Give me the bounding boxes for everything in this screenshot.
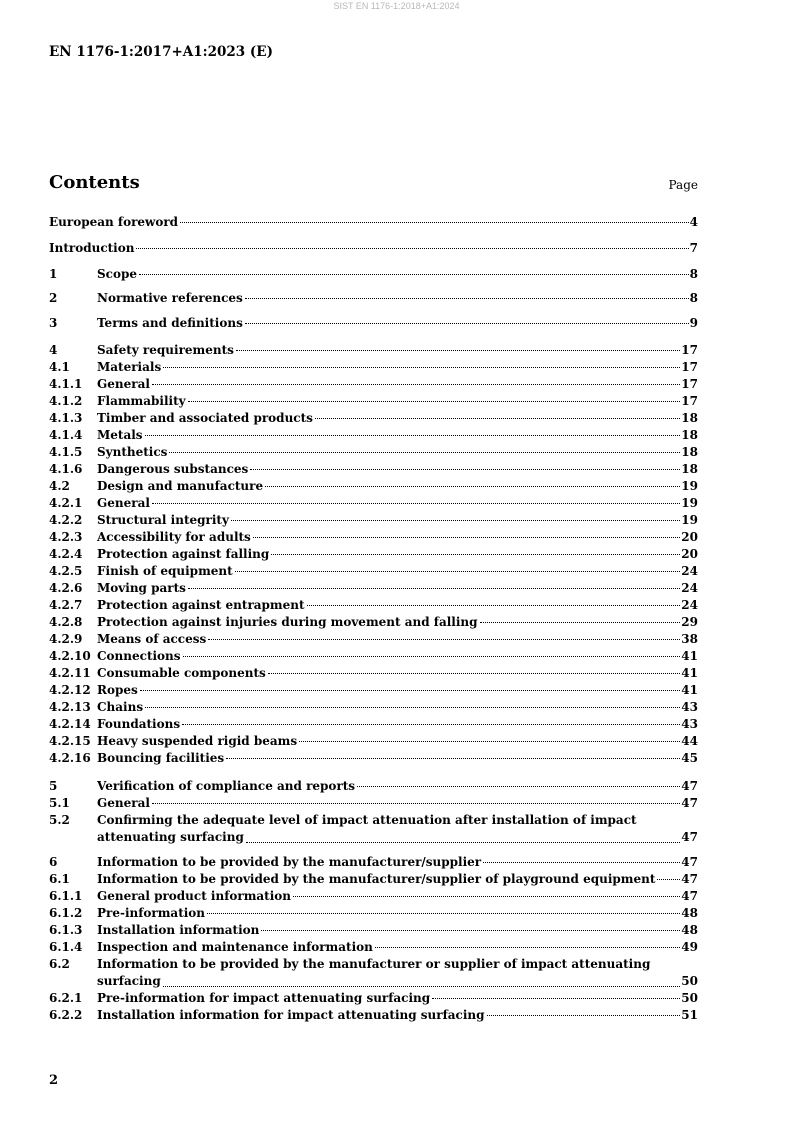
toc-entry-line <box>97 266 698 283</box>
dot-leader <box>136 248 688 249</box>
toc-entry-number: 4.2 <box>49 479 70 493</box>
toc-entry[interactable] <box>49 240 698 257</box>
toc-entry-title: Protection against entrapment <box>97 598 305 612</box>
toc-entry-title: Terms and definitions <box>97 316 243 330</box>
toc-entry-title-continued: surfacing <box>97 974 161 988</box>
toc-entry-number: 4.2.15 <box>49 734 91 748</box>
toc-entry-number: 4.2.7 <box>49 598 83 612</box>
toc-entry[interactable] <box>49 956 698 990</box>
page-column-label: Page <box>668 178 698 192</box>
toc-entry-number: 4.2.2 <box>49 513 83 527</box>
contents-title: Contents <box>49 172 140 193</box>
toc-entry-page: 24 <box>681 581 698 595</box>
toc-entry-line <box>97 905 698 922</box>
toc-entry-number: 4.2.13 <box>49 700 91 714</box>
toc-entry-number: 6 <box>49 855 58 869</box>
toc-entry-number: 4.1.5 <box>49 445 83 459</box>
toc-entry-title: European foreword <box>49 215 179 229</box>
toc-entry-line <box>97 813 698 846</box>
toc-entry-line <box>97 290 698 307</box>
document-id: EN 1176-1:2017+A1:2023 (E) <box>49 44 273 60</box>
toc-entry-page: 47 <box>681 889 698 903</box>
toc-entry-page: 20 <box>681 530 698 544</box>
toc-entry-title: Scope <box>97 267 138 281</box>
toc-entry-number: 6.2 <box>49 957 70 971</box>
toc-entry-number: 4.2.10 <box>49 649 91 663</box>
toc-entry-number: 6.2.2 <box>49 1008 83 1022</box>
toc-entry-title: Installation information for impact attenuating surfacing <box>97 1008 485 1022</box>
toc-entry-number: 4.1.4 <box>49 428 83 442</box>
toc-entry-page: 9 <box>689 316 698 330</box>
dot-leader <box>245 323 689 324</box>
toc-entry-title-continued: attenuating surfacing <box>97 830 244 844</box>
toc-entry-title: Information to be provided by the manufacturer or supplier of impact attenuating <box>97 957 651 971</box>
toc-entry-number: 4.2.16 <box>49 751 91 765</box>
dot-leader <box>480 622 681 623</box>
toc-entry-number: 5 <box>49 779 58 793</box>
toc-entry[interactable] <box>49 546 698 563</box>
dot-leader <box>307 605 681 606</box>
toc-entry[interactable] <box>49 990 698 1007</box>
toc-entry-title: Structural integrity <box>97 513 229 527</box>
toc-entry-page: 19 <box>681 479 698 493</box>
toc-entry-line <box>97 665 698 682</box>
toc-entry-line <box>97 888 698 905</box>
toc-entry-title: Means of access <box>97 632 207 646</box>
toc-entry-title: Design and manufacture <box>97 479 264 493</box>
toc-entry[interactable] <box>49 393 698 410</box>
toc-entry-number: 6.1.3 <box>49 923 83 937</box>
toc-entry-line <box>97 461 698 478</box>
dot-leader <box>265 486 680 487</box>
toc-entry-number: 5.2 <box>49 813 70 827</box>
toc-entry-title: Safety requirements <box>97 343 234 357</box>
dot-leader <box>657 879 680 880</box>
toc-entry-page: 48 <box>681 923 698 937</box>
toc-entry-number: 4.1.6 <box>49 462 83 476</box>
toc-entry-line <box>97 546 698 563</box>
toc-entry[interactable] <box>49 563 698 580</box>
toc-entry[interactable] <box>49 939 698 956</box>
toc-entry[interactable] <box>49 648 698 665</box>
toc-entry-title: Timber and associated products <box>97 411 313 425</box>
toc-entry-title: Installation information <box>97 923 260 937</box>
toc-entry-title: General product information <box>97 889 292 903</box>
toc-entry-line <box>97 495 698 512</box>
toc-entry-number: 4.2.5 <box>49 564 83 578</box>
dot-leader <box>152 803 680 804</box>
toc-entry-line <box>97 376 698 393</box>
toc-entry-number: 4.1.1 <box>49 377 83 391</box>
toc-entry-title: Dangerous substances <box>97 462 249 476</box>
toc-entry-line <box>97 733 698 750</box>
toc-entry[interactable] <box>49 597 698 614</box>
dot-leader <box>183 656 681 657</box>
dot-leader <box>139 274 689 275</box>
toc-entry-page: 17 <box>681 394 698 408</box>
toc-entry[interactable] <box>49 266 698 283</box>
toc-entry-page: 19 <box>681 496 698 510</box>
toc-entry-title: General <box>97 796 150 810</box>
toc-entry-page: 41 <box>681 649 698 663</box>
toc-entry-line <box>97 580 698 597</box>
toc-entry-page: 4 <box>689 215 698 229</box>
toc-entry-title: Inspection and maintenance information <box>97 940 373 954</box>
toc-entry-line <box>97 631 698 648</box>
toc-entry-title: Verification of compliance and reports <box>97 779 356 793</box>
toc-entry-title: Heavy suspended rigid beams <box>97 734 298 748</box>
toc-entry[interactable] <box>49 580 698 597</box>
toc-entry-line <box>97 957 698 990</box>
dot-leader <box>268 673 681 674</box>
dot-leader <box>163 367 680 368</box>
toc-entry-page: 50 <box>681 974 698 988</box>
toc-entry-page: 38 <box>681 632 698 646</box>
toc-entry-page: 49 <box>681 940 698 954</box>
toc-entry-line <box>97 342 698 359</box>
toc-entry-title: Confirming the adequate level of impact attenuation after installation of impact <box>97 813 637 827</box>
toc-entry-page: 45 <box>681 751 698 765</box>
toc-entry-line <box>97 410 698 427</box>
toc-entry[interactable] <box>49 699 698 716</box>
dot-leader <box>487 1015 681 1016</box>
toc-entry-page: 51 <box>681 1008 698 1022</box>
dot-leader <box>145 707 680 708</box>
toc-entry[interactable] <box>49 1007 698 1024</box>
toc-entry[interactable] <box>49 359 698 376</box>
dot-leader <box>236 350 680 351</box>
dot-leader <box>145 435 681 436</box>
toc-entry-line <box>97 939 698 956</box>
toc-entry-line <box>97 444 698 461</box>
toc-entry-line <box>97 427 698 444</box>
toc-entry-number: 4.2.6 <box>49 581 83 595</box>
dot-leader <box>293 896 680 897</box>
toc-entry-title: Metals <box>97 428 143 442</box>
toc-entry-page: 17 <box>681 377 698 391</box>
toc-entry[interactable] <box>49 376 698 393</box>
toc-entry-number: 4 <box>49 343 58 357</box>
dot-leader <box>180 222 689 223</box>
toc-entry-page: 24 <box>681 598 698 612</box>
toc-entry-page: 47 <box>681 872 698 886</box>
toc-entry-title: Information to be provided by the manufacturer/supplier of playground equipment <box>97 872 656 886</box>
toc-entry-line <box>97 614 698 631</box>
toc-entry-line <box>97 315 698 332</box>
toc-entry-number: 4.1.3 <box>49 411 83 425</box>
toc-entry-page: 47 <box>681 855 698 869</box>
dot-leader <box>315 418 680 419</box>
toc-entry-page: 50 <box>681 991 698 1005</box>
toc-entry-number: 6.1.2 <box>49 906 83 920</box>
dot-leader <box>169 452 680 453</box>
toc-entry-title: Introduction <box>49 241 135 255</box>
toc-entry-page: 41 <box>681 683 698 697</box>
toc-entry-page: 18 <box>681 411 698 425</box>
toc-entry-line <box>97 795 698 812</box>
toc-entry[interactable] <box>49 733 698 750</box>
toc-entry-line <box>97 750 698 767</box>
toc-entry-title: Moving parts <box>97 581 186 595</box>
toc-entry-page: 7 <box>689 241 698 255</box>
toc-entry-line <box>97 512 698 529</box>
dot-leader <box>208 639 680 640</box>
toc-entry-page: 44 <box>681 734 698 748</box>
dot-leader <box>152 384 680 385</box>
toc-entry-title: Protection against falling <box>97 547 270 561</box>
page-number: 2 <box>49 1073 59 1088</box>
dot-leader <box>299 741 680 742</box>
toc-entry-line <box>97 597 698 614</box>
dot-leader <box>245 298 689 299</box>
dot-leader <box>432 998 680 999</box>
toc-entry-title: Pre-information <box>97 906 206 920</box>
toc-entry-line <box>97 922 698 939</box>
toc-entry[interactable] <box>49 214 698 231</box>
toc-entry[interactable] <box>49 410 698 427</box>
toc-entry-number: 6.1.1 <box>49 889 83 903</box>
toc-entry[interactable] <box>49 529 698 546</box>
dot-leader <box>271 554 680 555</box>
dot-leader <box>357 786 680 787</box>
dot-leader <box>483 862 680 863</box>
toc-entry-page: 43 <box>681 700 698 714</box>
toc-entry-title: Ropes <box>97 683 138 697</box>
toc-entry-line <box>97 393 698 410</box>
toc-entry-title: Synthetics <box>97 445 168 459</box>
toc-entry-number: 4.2.8 <box>49 615 83 629</box>
toc-entry-number: 4.2.9 <box>49 632 83 646</box>
toc-entry-number: 6.1 <box>49 872 70 886</box>
toc-entry-line <box>97 1007 698 1024</box>
toc-entry-line <box>49 214 698 231</box>
toc-entry-number: 4.2.14 <box>49 717 91 731</box>
toc-entry-line <box>97 854 698 871</box>
toc-entry-title: General <box>97 377 150 391</box>
toc-entry-line <box>97 478 698 495</box>
toc-entry-page: 48 <box>681 906 698 920</box>
toc-entry-title: Materials <box>97 360 162 374</box>
toc-entry[interactable] <box>49 716 698 733</box>
toc-entry-number: 6.2.1 <box>49 991 83 1005</box>
toc-entry-number: 6.1.4 <box>49 940 83 954</box>
toc-entry[interactable] <box>49 631 698 648</box>
toc-entry-page: 20 <box>681 547 698 561</box>
toc-entry-page: 17 <box>681 343 698 357</box>
toc-entry[interactable] <box>49 665 698 682</box>
toc-entry-number: 5.1 <box>49 796 70 810</box>
toc-entry-line <box>97 699 698 716</box>
dot-leader <box>182 724 680 725</box>
toc-entry[interactable] <box>49 682 698 699</box>
toc-entry-line <box>97 359 698 376</box>
toc-entry[interactable] <box>49 778 698 795</box>
toc-entry[interactable] <box>49 444 698 461</box>
dot-leader <box>261 930 680 931</box>
toc-entry-page: 47 <box>681 796 698 810</box>
toc-entry[interactable] <box>49 495 698 512</box>
toc-entry-page: 8 <box>689 267 698 281</box>
toc-entry-title: Consumable components <box>97 666 266 680</box>
toc-entry[interactable] <box>49 888 698 905</box>
dot-leader <box>140 690 681 691</box>
toc-entry-number: 4.2.11 <box>49 666 91 680</box>
toc-entry-title: Information to be provided by the manufacturer/supplier <box>97 855 482 869</box>
toc-entry-line <box>97 716 698 733</box>
toc-entry-page: 8 <box>689 291 698 305</box>
toc-entry[interactable] <box>49 315 698 332</box>
toc-entry[interactable] <box>49 461 698 478</box>
toc-entry[interactable] <box>49 871 698 888</box>
toc-entry-title: Normative references <box>97 291 243 305</box>
toc-entry-number: 4.1 <box>49 360 70 374</box>
toc-entry-page: 29 <box>681 615 698 629</box>
dot-leader <box>188 401 681 402</box>
toc-entry-title: Connections <box>97 649 181 663</box>
toc-entry-title: Pre-information for impact attenuating surfacing <box>97 991 431 1005</box>
toc-entry-line <box>49 240 698 257</box>
toc-entry-number: 4.2.3 <box>49 530 83 544</box>
toc-entry[interactable] <box>49 290 698 307</box>
toc-entry[interactable] <box>49 905 698 922</box>
toc-entry-line <box>97 563 698 580</box>
toc-entry-page: 18 <box>681 428 698 442</box>
dot-leader <box>253 537 680 538</box>
toc-entry-title: General <box>97 496 150 510</box>
toc-entry-number: 4.2.12 <box>49 683 91 697</box>
dot-leader <box>188 588 680 589</box>
toc-entry-title: Protection against injuries during movement and falling <box>97 615 478 629</box>
dot-leader <box>246 842 680 843</box>
toc-entry-number: 4.2.4 <box>49 547 83 561</box>
dot-leader <box>163 986 681 987</box>
toc-entry-page: 47 <box>681 779 698 793</box>
toc-entry-page: 18 <box>681 462 698 476</box>
dot-leader <box>226 758 680 759</box>
toc-entry-page: 47 <box>681 830 698 844</box>
toc-entry[interactable] <box>49 478 698 495</box>
toc-entry[interactable] <box>49 342 698 359</box>
dot-leader <box>152 503 680 504</box>
dot-leader <box>375 947 680 948</box>
toc-entry-line <box>97 778 698 795</box>
toc-entry-title: Flammability <box>97 394 186 408</box>
toc-entry[interactable] <box>49 854 698 871</box>
toc-entry-title: Bouncing facilities <box>97 751 225 765</box>
watermark: SIST EN 1176-1:2018+A1:2024 <box>333 1 460 11</box>
toc-entry-page: 41 <box>681 666 698 680</box>
toc-entry-page: 17 <box>681 360 698 374</box>
toc-entry-number: 4.1.2 <box>49 394 83 408</box>
toc-entry[interactable] <box>49 427 698 444</box>
toc-entry-page: 24 <box>681 564 698 578</box>
toc-entry[interactable] <box>49 795 698 812</box>
toc-entry-page: 43 <box>681 717 698 731</box>
dot-leader <box>231 520 680 521</box>
dot-leader <box>235 571 681 572</box>
toc-entry[interactable] <box>49 812 698 846</box>
toc-entry-title: Chains <box>97 700 144 714</box>
dot-leader <box>207 913 680 914</box>
toc-entry[interactable] <box>49 512 698 529</box>
toc-entry-line <box>97 871 698 888</box>
dot-leader <box>250 469 680 470</box>
toc-entry-line <box>97 529 698 546</box>
toc-entry-line <box>97 648 698 665</box>
toc-entry-page: 18 <box>681 445 698 459</box>
toc-entry-number: 4.2.1 <box>49 496 83 510</box>
toc-entry-number: 3 <box>49 316 58 330</box>
toc-entry-line <box>97 990 698 1007</box>
toc-entry-line <box>97 682 698 699</box>
toc-entry[interactable] <box>49 922 698 939</box>
toc-entry-title: Foundations <box>97 717 181 731</box>
toc-entry[interactable] <box>49 750 698 767</box>
toc-entry-page: 19 <box>681 513 698 527</box>
toc-entry-number: 1 <box>49 267 58 281</box>
toc-entry-number: 2 <box>49 291 58 305</box>
toc-entry-title: Finish of equipment <box>97 564 233 578</box>
toc-entry[interactable] <box>49 614 698 631</box>
toc-entry-title: Accessibility for adults <box>97 530 251 544</box>
